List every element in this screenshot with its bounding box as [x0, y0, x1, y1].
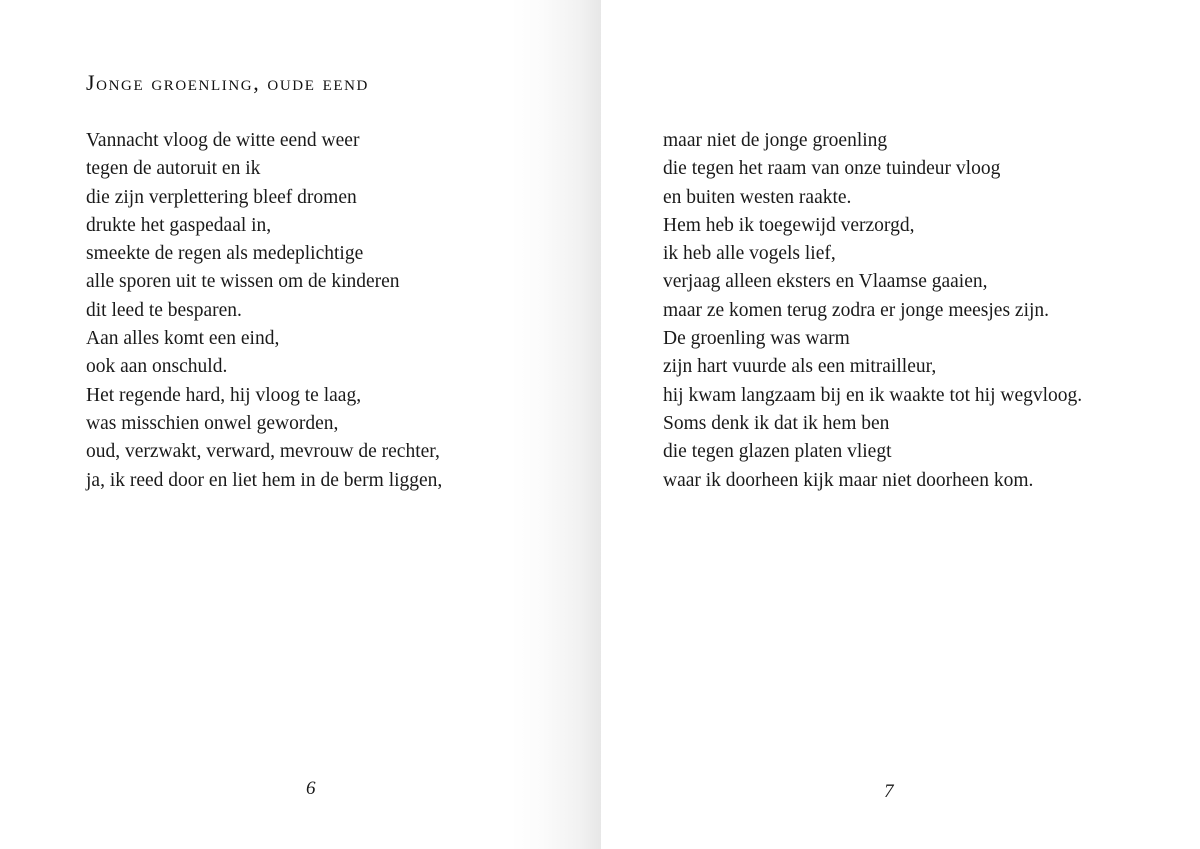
poem-line: die zijn verplettering bleef dromen	[86, 186, 357, 208]
poem-line: drukte het gaspedaal in,	[86, 214, 272, 236]
poem-line: die tegen glazen platen vliegt	[663, 441, 892, 463]
poem-title: Jonge groenling, oude eend	[86, 70, 369, 95]
poem-lines-right	[663, 127, 1183, 495]
gutter-shadow	[510, 0, 601, 849]
poem-line: en buiten westen raakte.	[663, 186, 852, 208]
poem-line: maar niet de jonge groenling	[663, 130, 888, 151]
poem-line: Soms denk ik dat ik hem ben	[663, 412, 890, 434]
right-page	[601, 0, 1200, 849]
page-number-left: 6	[306, 778, 316, 799]
poem-line: Aan alles komt een eind,	[86, 328, 280, 350]
poem-line: ook aan onschuld.	[86, 356, 228, 378]
poem-line: waar ik doorheen kijk maar niet doorheen kom.	[663, 469, 1034, 491]
poem-line: zijn hart vuurde als een mitrailleur,	[663, 356, 937, 378]
poem-line: verjaag alleen eksters en Vlaamse gaaien,	[663, 271, 988, 293]
poem-line: smeekte de regen als medeplichtige	[86, 243, 364, 265]
poem-line: tegen de autoruit en ik	[86, 158, 261, 180]
poem-line: was misschien onwel geworden,	[86, 412, 339, 434]
poem-line: Vannacht vloog de witte eend weer	[86, 130, 360, 151]
poem-line: maar ze komen terug zodra er jonge meesjes zijn.	[663, 299, 1050, 321]
poem-line: Het regende hard, hij vloog te laag,	[86, 384, 362, 406]
poem-line: ja, ik reed door en liet hem in de berm liggen,	[86, 469, 443, 491]
page-number-right: 7	[884, 781, 894, 802]
poem-line: De groenling was warm	[663, 328, 850, 350]
poem-line: oud, verzwakt, verward, mevrouw de rechter,	[86, 441, 440, 463]
poem-line: hij kwam langzaam bij en ik waakte tot hij wegvloog.	[663, 384, 1083, 406]
poem-line: die tegen het raam van onze tuindeur vloog	[663, 158, 1001, 180]
poem-line: dit leed te besparen.	[86, 299, 242, 321]
poem-line: Hem heb ik toegewijd verzorgd,	[663, 214, 915, 236]
poem-line: ik heb alle vogels lief,	[663, 243, 836, 265]
poem-lines-left	[86, 127, 506, 495]
poem-line: alle sporen uit te wissen om de kinderen	[86, 271, 400, 293]
